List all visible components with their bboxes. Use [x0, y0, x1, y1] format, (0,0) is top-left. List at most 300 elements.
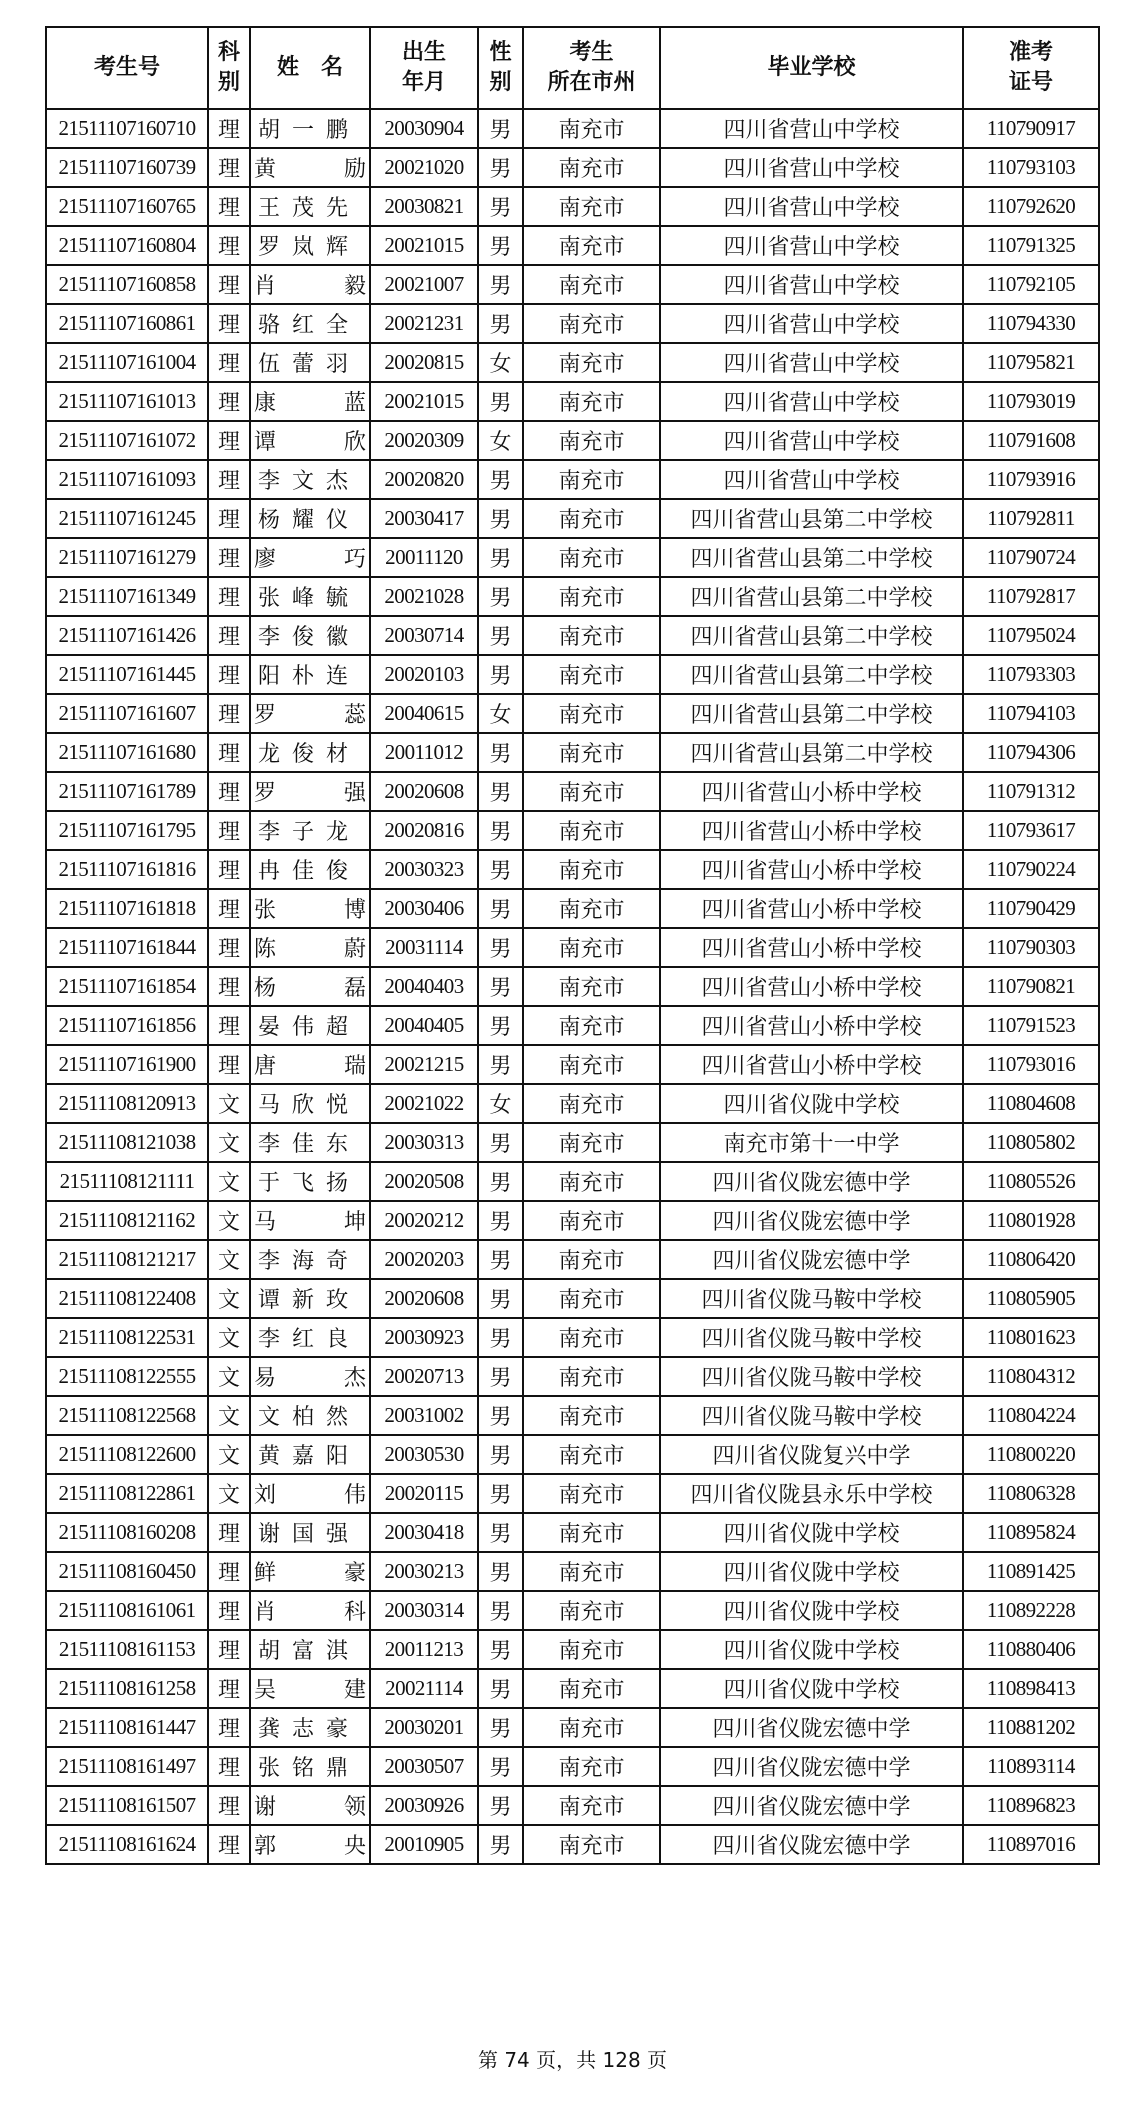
- gender-cell: 男: [478, 1357, 523, 1396]
- name-cell: [250, 421, 370, 460]
- ticket-number-cell: 110805526: [963, 1162, 1099, 1201]
- gender-cell: 男: [478, 1669, 523, 1708]
- gender-cell: 男: [478, 148, 523, 187]
- subject-cell: 文: [208, 1279, 250, 1318]
- exam-number-cell: 21511108122555: [46, 1357, 208, 1396]
- gender-cell: 男: [478, 850, 523, 889]
- gender-cell: 男: [478, 1591, 523, 1630]
- subject-cell: 文: [208, 1123, 250, 1162]
- name-cell: [250, 109, 370, 148]
- table-row: [46, 538, 1099, 577]
- exam-number-cell: 21511107160765: [46, 187, 208, 226]
- ticket-number-cell: 110896823: [963, 1786, 1099, 1825]
- school-cell: 四川省仪陇中学校: [660, 1552, 963, 1591]
- exam-number-cell: 21511107161279: [46, 538, 208, 577]
- city-cell: 南充市: [523, 1513, 660, 1552]
- birth-month-cell: 20021007: [370, 265, 478, 304]
- header-birth-month: 出生 年月: [370, 27, 478, 109]
- gender-cell: 女: [478, 421, 523, 460]
- subject-cell: 理: [208, 811, 250, 850]
- table-row: [46, 1630, 1099, 1669]
- exam-number-cell: 21511108121217: [46, 1240, 208, 1279]
- ticket-number-cell: 110801928: [963, 1201, 1099, 1240]
- city-cell: 南充市: [523, 1201, 660, 1240]
- name-text: 李文杰: [258, 468, 361, 493]
- city-cell: 南充市: [523, 187, 660, 226]
- gender-cell: 男: [478, 1162, 523, 1201]
- birth-month-cell: 20010905: [370, 1825, 478, 1864]
- gender-cell: 男: [478, 1045, 523, 1084]
- school-cell: 四川省仪陇马鞍中学校: [660, 1318, 963, 1357]
- gender-cell: 男: [478, 187, 523, 226]
- gender-cell: 男: [478, 811, 523, 850]
- name-text: 文柏然: [258, 1404, 361, 1429]
- birth-month-cell: 20021015: [370, 226, 478, 265]
- name-cell: [250, 616, 370, 655]
- ticket-number-cell: 110804608: [963, 1084, 1099, 1123]
- name-text: 胡一鹏: [258, 117, 361, 142]
- table-row: [46, 1201, 1099, 1240]
- school-cell: 四川省仪陇中学校: [660, 1591, 963, 1630]
- name-text: 郭央: [254, 1833, 366, 1858]
- name-cell: [250, 889, 370, 928]
- school-cell: 四川省营山县第二中学校: [660, 733, 963, 772]
- birth-month-cell: 20020309: [370, 421, 478, 460]
- exam-number-cell: 21511107161349: [46, 577, 208, 616]
- ticket-number-cell: 110790303: [963, 928, 1099, 967]
- header-name: 姓 名: [250, 27, 370, 109]
- name-cell: [250, 655, 370, 694]
- ticket-number-cell: 110791325: [963, 226, 1099, 265]
- exam-number-cell: 21511108161061: [46, 1591, 208, 1630]
- ticket-number-cell: 110791523: [963, 1006, 1099, 1045]
- subject-cell: 理: [208, 1513, 250, 1552]
- birth-month-cell: 20020608: [370, 772, 478, 811]
- exam-number-cell: 21511108122600: [46, 1435, 208, 1474]
- city-cell: 南充市: [523, 382, 660, 421]
- table-row: [46, 460, 1099, 499]
- school-cell: 四川省仪陇马鞍中学校: [660, 1357, 963, 1396]
- exam-number-cell: 21511107160804: [46, 226, 208, 265]
- gender-cell: 男: [478, 772, 523, 811]
- name-cell: [250, 187, 370, 226]
- table-row: [46, 304, 1099, 343]
- name-text: 马坤: [254, 1209, 366, 1234]
- gender-cell: 男: [478, 1474, 523, 1513]
- header-gender: 性 别: [478, 27, 523, 109]
- city-cell: 南充市: [523, 967, 660, 1006]
- name-cell: [250, 967, 370, 1006]
- ticket-number-cell: 110895824: [963, 1513, 1099, 1552]
- gender-cell: 男: [478, 538, 523, 577]
- name-cell: [250, 1591, 370, 1630]
- subject-cell: 文: [208, 1318, 250, 1357]
- gender-cell: 男: [478, 304, 523, 343]
- school-cell: 四川省营山县第二中学校: [660, 538, 963, 577]
- gender-cell: 男: [478, 616, 523, 655]
- exam-number-cell: 21511108161447: [46, 1708, 208, 1747]
- exam-number-cell: 21511108160450: [46, 1552, 208, 1591]
- city-cell: 南充市: [523, 1747, 660, 1786]
- ticket-number-cell: 110790724: [963, 538, 1099, 577]
- school-cell: 四川省仪陇复兴中学: [660, 1435, 963, 1474]
- subject-cell: 理: [208, 538, 250, 577]
- name-text: 肖毅: [254, 273, 366, 298]
- gender-cell: 男: [478, 1123, 523, 1162]
- ticket-number-cell: 110790917: [963, 109, 1099, 148]
- city-cell: 南充市: [523, 421, 660, 460]
- name-cell: [250, 733, 370, 772]
- ticket-number-cell: 110795024: [963, 616, 1099, 655]
- birth-month-cell: 20030406: [370, 889, 478, 928]
- school-cell: 四川省营山中学校: [660, 109, 963, 148]
- exam-number-cell: 21511108121162: [46, 1201, 208, 1240]
- birth-month-cell: 20020820: [370, 460, 478, 499]
- city-cell: 南充市: [523, 811, 660, 850]
- ticket-number-cell: 110790429: [963, 889, 1099, 928]
- table-row: [46, 1162, 1099, 1201]
- city-cell: 南充市: [523, 928, 660, 967]
- gender-cell: 男: [478, 1435, 523, 1474]
- ticket-number-cell: 110793303: [963, 655, 1099, 694]
- name-text: 易杰: [254, 1365, 366, 1390]
- name-cell: [250, 1825, 370, 1864]
- header-school: 毕业学校: [660, 27, 963, 109]
- table-row: [46, 1318, 1099, 1357]
- gender-cell: 男: [478, 1201, 523, 1240]
- exam-number-cell: 21511107161004: [46, 343, 208, 382]
- city-cell: 南充市: [523, 577, 660, 616]
- ticket-number-cell: 110794306: [963, 733, 1099, 772]
- subject-cell: 文: [208, 1240, 250, 1279]
- exam-number-cell: 21511108121038: [46, 1123, 208, 1162]
- gender-cell: 男: [478, 1708, 523, 1747]
- ticket-number-cell: 110806420: [963, 1240, 1099, 1279]
- subject-cell: 文: [208, 1474, 250, 1513]
- school-cell: 四川省营山中学校: [660, 382, 963, 421]
- gender-cell: 男: [478, 1279, 523, 1318]
- table-row: [46, 772, 1099, 811]
- subject-cell: 理: [208, 1825, 250, 1864]
- exam-number-cell: 21511107161426: [46, 616, 208, 655]
- exam-number-cell: 21511107161445: [46, 655, 208, 694]
- school-cell: 四川省营山中学校: [660, 226, 963, 265]
- table-row: [46, 1474, 1099, 1513]
- city-cell: 南充市: [523, 1552, 660, 1591]
- exam-number-cell: 21511108160208: [46, 1513, 208, 1552]
- exam-number-cell: 21511107160858: [46, 265, 208, 304]
- subject-cell: 理: [208, 226, 250, 265]
- name-text: 龚志豪: [258, 1716, 361, 1741]
- gender-cell: 女: [478, 343, 523, 382]
- city-cell: 南充市: [523, 1084, 660, 1123]
- gender-cell: 男: [478, 889, 523, 928]
- table-row: [46, 1279, 1099, 1318]
- birth-month-cell: 20030323: [370, 850, 478, 889]
- table-row: [46, 499, 1099, 538]
- name-text: 唐瑞: [254, 1053, 366, 1078]
- subject-cell: 理: [208, 1747, 250, 1786]
- city-cell: 南充市: [523, 1318, 660, 1357]
- name-text: 鲜豪: [254, 1560, 366, 1585]
- exam-number-cell: 21511107160739: [46, 148, 208, 187]
- school-cell: 四川省营山小桥中学校: [660, 928, 963, 967]
- birth-month-cell: 20030530: [370, 1435, 478, 1474]
- name-text: 马欣悦: [258, 1092, 361, 1117]
- admission-list-table: [45, 26, 1100, 1865]
- birth-month-cell: 20031114: [370, 928, 478, 967]
- birth-month-cell: 20030821: [370, 187, 478, 226]
- ticket-number-cell: 110897016: [963, 1825, 1099, 1864]
- birth-month-cell: 20020815: [370, 343, 478, 382]
- school-cell: 南充市第十一中学: [660, 1123, 963, 1162]
- ticket-number-cell: 110805802: [963, 1123, 1099, 1162]
- page-number: 第 74 页，共 128 页: [477, 2048, 668, 2072]
- ticket-number-cell: 110791312: [963, 772, 1099, 811]
- school-cell: 四川省营山小桥中学校: [660, 967, 963, 1006]
- table-row: [46, 1552, 1099, 1591]
- school-cell: 四川省营山小桥中学校: [660, 850, 963, 889]
- subject-cell: 理: [208, 1552, 250, 1591]
- name-cell: [250, 1630, 370, 1669]
- table-row: [46, 226, 1099, 265]
- exam-number-cell: 21511107161245: [46, 499, 208, 538]
- city-cell: 南充市: [523, 772, 660, 811]
- name-cell: [250, 1162, 370, 1201]
- table-row: [46, 1669, 1099, 1708]
- ticket-number-cell: 110793617: [963, 811, 1099, 850]
- exam-number-cell: 21511107161795: [46, 811, 208, 850]
- table-row: [46, 1123, 1099, 1162]
- gender-cell: 男: [478, 655, 523, 694]
- school-cell: 四川省仪陇宏德中学: [660, 1786, 963, 1825]
- table-row: [46, 1435, 1099, 1474]
- name-text: 伍蕾羽: [258, 351, 361, 376]
- exam-number-cell: 21511107161680: [46, 733, 208, 772]
- city-cell: 南充市: [523, 460, 660, 499]
- subject-cell: 理: [208, 616, 250, 655]
- table-row: [46, 1006, 1099, 1045]
- school-cell: 四川省营山中学校: [660, 343, 963, 382]
- name-cell: [250, 226, 370, 265]
- name-text: 李子龙: [258, 819, 361, 844]
- exam-number-cell: 21511108120913: [46, 1084, 208, 1123]
- school-cell: 四川省营山中学校: [660, 148, 963, 187]
- exam-number-cell: 21511107161818: [46, 889, 208, 928]
- school-cell: 四川省营山小桥中学校: [660, 1045, 963, 1084]
- ticket-number-cell: 110790821: [963, 967, 1099, 1006]
- table-row: [46, 655, 1099, 694]
- name-cell: [250, 772, 370, 811]
- name-cell: [250, 148, 370, 187]
- ticket-number-cell: 110794103: [963, 694, 1099, 733]
- city-cell: 南充市: [523, 1630, 660, 1669]
- name-cell: [250, 265, 370, 304]
- ticket-number-cell: 110892228: [963, 1591, 1099, 1630]
- city-cell: 南充市: [523, 538, 660, 577]
- exam-number-cell: 21511108122531: [46, 1318, 208, 1357]
- ticket-number-cell: 110792817: [963, 577, 1099, 616]
- name-cell: [250, 694, 370, 733]
- table-row: [46, 343, 1099, 382]
- gender-cell: 男: [478, 577, 523, 616]
- birth-month-cell: 20030201: [370, 1708, 478, 1747]
- name-cell: [250, 928, 370, 967]
- ticket-number-cell: 110806328: [963, 1474, 1099, 1513]
- city-cell: 南充市: [523, 1435, 660, 1474]
- school-cell: 四川省仪陇中学校: [660, 1630, 963, 1669]
- exam-number-cell: 21511107161013: [46, 382, 208, 421]
- gender-cell: 男: [478, 265, 523, 304]
- ticket-number-cell: 110800220: [963, 1435, 1099, 1474]
- birth-month-cell: 20031002: [370, 1396, 478, 1435]
- birth-month-cell: 20030313: [370, 1123, 478, 1162]
- city-cell: 南充市: [523, 1825, 660, 1864]
- name-text: 罗岚辉: [258, 234, 361, 259]
- birth-month-cell: 20021020: [370, 148, 478, 187]
- birth-month-cell: 20030314: [370, 1591, 478, 1630]
- exam-number-cell: 21511108122408: [46, 1279, 208, 1318]
- subject-cell: 理: [208, 772, 250, 811]
- name-text: 李俊徽: [258, 624, 361, 649]
- school-cell: 四川省仪陇马鞍中学校: [660, 1396, 963, 1435]
- gender-cell: 男: [478, 1513, 523, 1552]
- school-cell: 四川省仪陇县永乐中学校: [660, 1474, 963, 1513]
- school-cell: 四川省仪陇中学校: [660, 1084, 963, 1123]
- table-row: [46, 382, 1099, 421]
- city-cell: 南充市: [523, 1591, 660, 1630]
- exam-number-cell: 21511107161856: [46, 1006, 208, 1045]
- name-cell: [250, 1435, 370, 1474]
- ticket-number-cell: 110893114: [963, 1747, 1099, 1786]
- table-row: [46, 421, 1099, 460]
- header-exam-number: 考生号: [46, 27, 208, 109]
- subject-cell: 理: [208, 304, 250, 343]
- subject-cell: 理: [208, 1045, 250, 1084]
- ticket-number-cell: 110793103: [963, 148, 1099, 187]
- school-cell: 四川省仪陇中学校: [660, 1513, 963, 1552]
- name-text: 张铭鼎: [258, 1755, 361, 1780]
- school-cell: 四川省仪陇宏德中学: [660, 1825, 963, 1864]
- exam-number-cell: 21511108122568: [46, 1396, 208, 1435]
- table-row: [46, 187, 1099, 226]
- city-cell: 南充市: [523, 655, 660, 694]
- birth-month-cell: 20011120: [370, 538, 478, 577]
- name-cell: [250, 1006, 370, 1045]
- header-city: 考生 所在市州: [523, 27, 660, 109]
- gender-cell: 女: [478, 694, 523, 733]
- gender-cell: 男: [478, 382, 523, 421]
- name-cell: [250, 1552, 370, 1591]
- birth-month-cell: 20020103: [370, 655, 478, 694]
- city-cell: 南充市: [523, 1162, 660, 1201]
- city-cell: 南充市: [523, 1708, 660, 1747]
- city-cell: 南充市: [523, 1357, 660, 1396]
- name-text: 晏伟超: [258, 1014, 361, 1039]
- school-cell: 四川省营山中学校: [660, 421, 963, 460]
- name-cell: [250, 1474, 370, 1513]
- subject-cell: 理: [208, 382, 250, 421]
- birth-month-cell: 20021215: [370, 1045, 478, 1084]
- gender-cell: 男: [478, 1396, 523, 1435]
- table-row: [46, 265, 1099, 304]
- table-row: [46, 694, 1099, 733]
- ticket-number-cell: 110795821: [963, 343, 1099, 382]
- subject-cell: 文: [208, 1201, 250, 1240]
- birth-month-cell: 20030213: [370, 1552, 478, 1591]
- exam-number-cell: 21511107161789: [46, 772, 208, 811]
- gender-cell: 男: [478, 109, 523, 148]
- city-cell: 南充市: [523, 226, 660, 265]
- header-subject: 科 别: [208, 27, 250, 109]
- name-text: 胡富淇: [258, 1638, 361, 1663]
- name-cell: [250, 850, 370, 889]
- name-text: 黄励: [254, 156, 366, 181]
- subject-cell: 理: [208, 967, 250, 1006]
- gender-cell: 男: [478, 967, 523, 1006]
- name-cell: [250, 1396, 370, 1435]
- table-row: [46, 967, 1099, 1006]
- name-text: 于飞扬: [258, 1170, 361, 1195]
- table-row: [46, 148, 1099, 187]
- exam-number-cell: 21511107161844: [46, 928, 208, 967]
- birth-month-cell: 20011213: [370, 1630, 478, 1669]
- table-row: [46, 1591, 1099, 1630]
- birth-month-cell: 20020203: [370, 1240, 478, 1279]
- city-cell: 南充市: [523, 343, 660, 382]
- exam-number-cell: 21511107161900: [46, 1045, 208, 1084]
- exam-number-cell: 21511107161072: [46, 421, 208, 460]
- exam-number-cell: 21511107160861: [46, 304, 208, 343]
- birth-month-cell: 20020816: [370, 811, 478, 850]
- birth-month-cell: 20030904: [370, 109, 478, 148]
- name-text: 杨耀仪: [258, 507, 361, 532]
- name-cell: [250, 1279, 370, 1318]
- ticket-number-cell: 110891425: [963, 1552, 1099, 1591]
- birth-month-cell: 20021231: [370, 304, 478, 343]
- name-cell: [250, 1357, 370, 1396]
- subject-cell: 文: [208, 1162, 250, 1201]
- name-cell: [250, 499, 370, 538]
- ticket-number-cell: 110805905: [963, 1279, 1099, 1318]
- subject-cell: 文: [208, 1084, 250, 1123]
- name-cell: [250, 538, 370, 577]
- gender-cell: 男: [478, 460, 523, 499]
- subject-cell: 理: [208, 577, 250, 616]
- name-text: 罗蕊: [254, 702, 366, 727]
- subject-cell: 理: [208, 1591, 250, 1630]
- gender-cell: 男: [478, 1552, 523, 1591]
- exam-number-cell: 21511108161507: [46, 1786, 208, 1825]
- birth-month-cell: 20020508: [370, 1162, 478, 1201]
- exam-number-cell: 21511108161497: [46, 1747, 208, 1786]
- school-cell: 四川省仪陇中学校: [660, 1669, 963, 1708]
- name-text: 李海奇: [258, 1248, 361, 1273]
- ticket-number-cell: 110794330: [963, 304, 1099, 343]
- gender-cell: 男: [478, 928, 523, 967]
- gender-cell: 男: [478, 1006, 523, 1045]
- table-row: [46, 109, 1099, 148]
- name-cell: [250, 1786, 370, 1825]
- gender-cell: 男: [478, 1786, 523, 1825]
- school-cell: 四川省营山县第二中学校: [660, 655, 963, 694]
- exam-number-cell: 21511108121111: [46, 1162, 208, 1201]
- exam-number-cell: 21511108122861: [46, 1474, 208, 1513]
- subject-cell: 理: [208, 343, 250, 382]
- birth-month-cell: 20040405: [370, 1006, 478, 1045]
- name-cell: [250, 1318, 370, 1357]
- subject-cell: 理: [208, 148, 250, 187]
